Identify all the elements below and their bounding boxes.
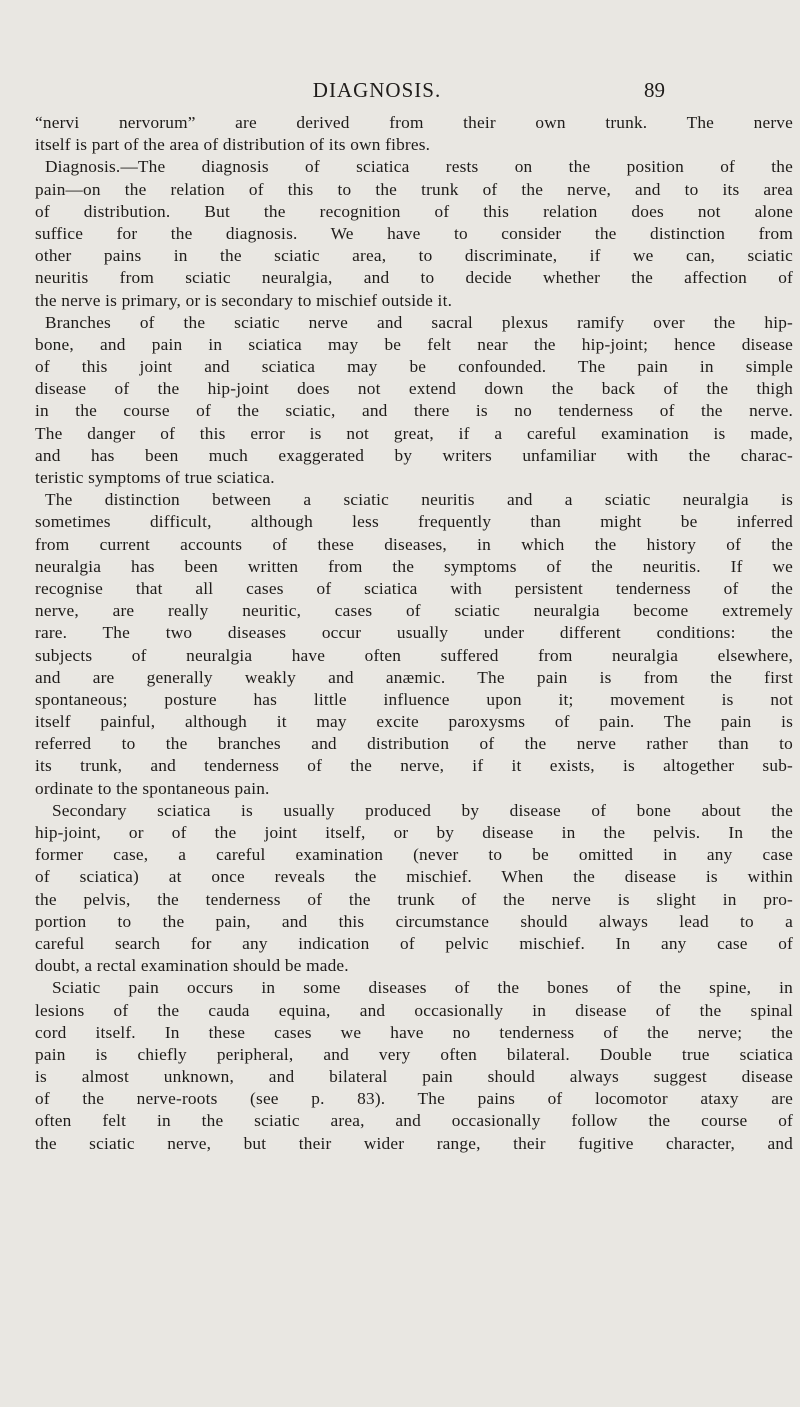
text-line: hip-joint, or of the joint itself, or by disease in the pelvis. In the: [35, 823, 793, 842]
text-line: ordinate to the spontaneous pain.: [35, 778, 270, 798]
text-line: doubt, a rectal examination should be made.: [35, 956, 349, 976]
text-line: the nerve is primary, or is secondary to mischief outside it.: [35, 290, 453, 310]
text-line: from current accounts of these diseases, in which the history of the: [35, 534, 793, 554]
text-line: neuralgia has been written from the symptoms of the neuritis. If we: [35, 556, 793, 576]
text-line: of distribution. But the recognition of this relation does not alone: [35, 201, 793, 221]
text-line: recognise that all cases of sciatica with persistent tenderness of the: [35, 578, 793, 598]
text-line: bone, and pain in sciatica may be felt near the hip-joint; hence disease: [35, 334, 793, 354]
text-line: other pains in the sciatic area, to discriminate, if we can, sciatic: [35, 246, 793, 266]
text-line: rare. The two diseases occur usually under different conditions: the: [35, 623, 793, 643]
text-line: spontaneous; posture has little influence upon it; movement is not: [35, 689, 793, 709]
text-line: the pelvis, the tenderness of the trunk of the nerve is slight in pro-: [35, 889, 793, 909]
text-line: “nervi nervorum” are derived from their own trunk. The nerve: [35, 113, 793, 132]
running-title: DIAGNOSIS.: [312, 78, 442, 102]
text-line: its trunk, and tenderness of the nerve, if it exists, is altogether sub-: [35, 756, 793, 776]
page-number: 89: [644, 78, 665, 102]
text-line: The distinction between a sciatic neuritis and a sciatic neuralgia is: [45, 490, 793, 510]
text-line: sometimes difficult, although less frequently than might be inferred: [35, 512, 793, 532]
text-line: Diagnosis.—The diagnosis of sciatica rests on the position of the: [45, 157, 793, 177]
text-line: subjects of neuralgia have often suffered from neuralgia elsewhere,: [35, 645, 793, 665]
text-line: of this joint and sciatica may be confounded. The pain in simple: [35, 357, 793, 377]
text-line: of sciatica) at once reveals the mischief. When the disease is within: [35, 867, 793, 887]
text-line: suffice for the diagnosis. We have to consider the distinction from: [35, 223, 793, 243]
text-line: pain is chiefly peripheral, and very often bilateral. Double true sciatica: [35, 1044, 793, 1064]
text-line: and has been much exaggerated by writers unfamiliar with the charac-: [35, 445, 793, 465]
text-line: teristic symptoms of true sciatica.: [35, 468, 275, 487]
text-line: lesions of the cauda equina, and occasionally in disease of the spinal: [35, 1000, 793, 1020]
text-line: and are generally weakly and anæmic. The pain is from the first: [35, 667, 793, 687]
running-head: [0, 78, 800, 108]
text-line: Secondary sciatica is usually produced by disease of bone about the: [52, 800, 793, 820]
text-line: often felt in the sciatic area, and occasionally follow the course of: [35, 1111, 793, 1131]
text-line: portion to the pain, and this circumstance should always lead to a: [35, 911, 793, 931]
text-line: nerve, are really neuritic, cases of sciatic neuralgia become extremely: [35, 601, 793, 621]
text-line: itself painful, although it may excite paroxysms of pain. The pain is: [35, 712, 793, 732]
text-line: Sciatic pain occurs in some diseases of the bones of the spine, in: [52, 978, 793, 998]
text-line: Branches of the sciatic nerve and sacral plexus ramify over the hip-: [45, 312, 793, 332]
text-line: is almost unknown, and bilateral pain should always suggest disease: [35, 1067, 793, 1087]
body-text: [35, 112, 793, 1155]
text-line: referred to the branches and distribution of the nerve rather than to: [35, 734, 793, 754]
text-line: disease of the hip-joint does not extend down the back of the thigh: [35, 379, 793, 399]
text-line: itself is part of the area of distribution of its own fibres.: [35, 135, 431, 155]
text-line: former case, a careful examination (never to be omitted in any case: [35, 845, 793, 865]
text-line: neuritis from sciatic neuralgia, and to decide whether the affection of: [35, 268, 793, 288]
text-line: careful search for any indication of pelvic mischief. In any case of: [35, 933, 793, 953]
text-line: the sciatic nerve, but their wider range, their fugitive character, and: [35, 1133, 793, 1153]
text-line: The danger of this error is not great, if a careful examination is made,: [35, 423, 793, 443]
text-line: of the nerve-roots (see p. 83). The pains of locomotor ataxy are: [35, 1089, 793, 1109]
text-line: in the course of the sciatic, and there is no tenderness of the nerve.: [35, 401, 793, 421]
text-line: pain—on the relation of this to the trunk of the nerve, and to its area: [35, 179, 793, 199]
text-line: cord itself. In these cases we have no tenderness of the nerve; the: [35, 1022, 793, 1042]
